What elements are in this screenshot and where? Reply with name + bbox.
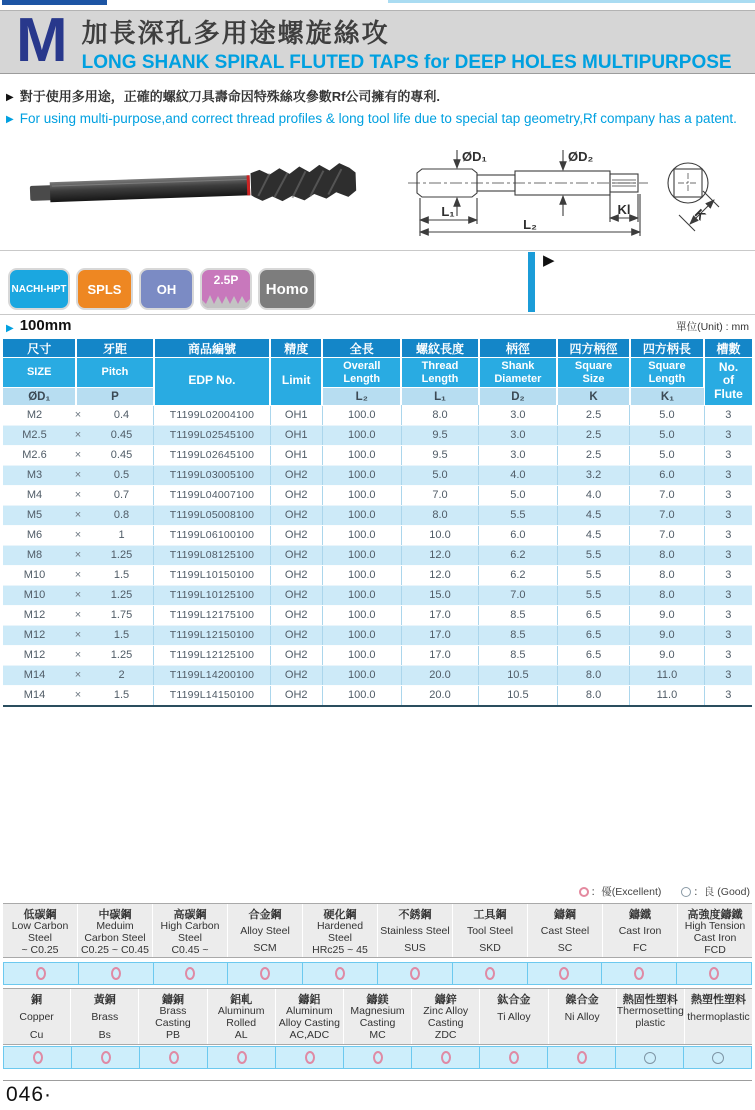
edp-cell: T1199L04007100 [154, 485, 271, 505]
k1-cell: 9.0 [630, 645, 704, 665]
k1-cell: 7.0 [630, 485, 704, 505]
spec-table [3, 339, 752, 707]
k1-cell: 9.0 [630, 625, 704, 645]
rating-cell [79, 963, 154, 984]
limit-cell: OH1 [270, 445, 322, 465]
limit-cell: OH2 [270, 525, 322, 545]
rating-circle-icon [237, 1051, 247, 1064]
label-d2: ØD₂ [568, 149, 594, 164]
d2-cell: 8.5 [479, 625, 558, 645]
l2-cell: 100.0 [322, 405, 401, 425]
rating-cell [303, 963, 378, 984]
edp-cell: T1199L06100100 [154, 525, 271, 545]
rating-cell [228, 963, 303, 984]
flutes-cell: 3 [704, 545, 752, 565]
title-block [82, 11, 732, 73]
l2-cell: 100.0 [322, 645, 401, 665]
rating-circle-icon [185, 967, 195, 980]
d2-cell: 3.0 [479, 445, 558, 465]
l2-cell: 100.0 [322, 525, 401, 545]
rating-cell [602, 963, 677, 984]
d2-cell: 3.0 [479, 425, 558, 445]
flutes-cell: 3 [704, 645, 752, 665]
k1-cell: 8.0 [630, 545, 704, 565]
feature-bullets [6, 86, 751, 126]
rating-cell [208, 1047, 276, 1068]
table-row [3, 685, 752, 706]
edp-cell: T1199L14200100 [154, 665, 271, 685]
k1-cell: 8.0 [630, 585, 704, 605]
material-column: 鑄鐵 Cast Iron FC [603, 904, 678, 957]
rating-cell [453, 963, 528, 984]
col-oal-sym: L₂ [322, 388, 401, 406]
thread-profile-icon [202, 290, 250, 308]
col-tl-sym: L₁ [401, 388, 478, 406]
flutes-cell: 3 [704, 465, 752, 485]
size-pitch-cell: M3 × 0.5 [3, 465, 154, 485]
l1-cell: 8.0 [401, 405, 478, 425]
rating-cell [140, 1047, 208, 1068]
k1-cell: 9.0 [630, 605, 704, 625]
flutes-cell: 3 [704, 425, 752, 445]
material-column: 黃銅 Brass Bs [71, 989, 139, 1044]
rating-cell [378, 963, 453, 984]
d2-cell: 8.5 [479, 605, 558, 625]
limit-cell: OH1 [270, 405, 322, 425]
k1-cell: 7.0 [630, 505, 704, 525]
footer-rule [3, 1080, 752, 1081]
material-column: 高碳鋼 High Carbon Steel C0.45 ~ [153, 904, 228, 957]
badge-oh [139, 268, 194, 310]
l2-cell: 100.0 [322, 545, 401, 565]
legend-good [681, 884, 750, 899]
l1-cell: 10.0 [401, 525, 478, 545]
flutes-cell: 3 [704, 685, 752, 706]
col-sl-zh: 四方柄長 [630, 339, 704, 358]
material-column: 鋁軋 Aluminum Rolled AL [208, 989, 276, 1044]
col-tl-zh: 螺紋長度 [401, 339, 478, 358]
k-cell: 4.5 [557, 505, 630, 525]
header-row-zh [3, 339, 752, 358]
rating-cell [684, 1047, 751, 1068]
rating-circle-icon [373, 1051, 383, 1064]
limit-cell: OH2 [270, 685, 322, 706]
size-pitch-cell: M10 × 1.5 [3, 565, 154, 585]
rating-cell [480, 1047, 548, 1068]
label-k: K [691, 206, 709, 224]
badge-label: 2.5P [213, 273, 239, 287]
rating-circle-icon [33, 1051, 43, 1064]
rating-circle-icon [111, 967, 121, 980]
k-cell: 6.5 [557, 625, 630, 645]
d2-cell: 5.5 [479, 505, 558, 525]
d2-cell: 6.2 [479, 565, 558, 585]
rating-circle-icon [709, 967, 719, 980]
l2-cell: 100.0 [322, 665, 401, 685]
k-cell: 8.0 [557, 665, 630, 685]
size-pitch-cell: M8 × 1.25 [3, 545, 154, 565]
l2-cell: 100.0 [322, 485, 401, 505]
l2-cell: 100.0 [322, 465, 401, 485]
rating-cell [4, 1047, 72, 1068]
bullet-triangle-icon: ▶ [6, 114, 14, 125]
edp-cell: T1199L03005100 [154, 465, 271, 485]
rating-cell [528, 963, 603, 984]
limit-cell: OH2 [270, 665, 322, 685]
rating-cell [154, 963, 229, 984]
rating-circle-icon [441, 1051, 451, 1064]
table-row [3, 625, 752, 645]
material-column: 鑄鎂 Magnesium Casting MC [344, 989, 412, 1044]
excellent-circle-icon [579, 887, 589, 897]
unit-label: 單位(Unit) : mm [676, 321, 749, 333]
page-title-en: LONG SHANK SPIRAL FLUTED TAPS for DEEP HOLES MULTIPURPOSE [81, 52, 732, 73]
divider [0, 250, 755, 251]
size-pitch-cell: M12 × 1.5 [3, 625, 154, 645]
edp-cell: T1199L10150100 [154, 565, 271, 585]
table-row [3, 545, 752, 565]
k1-cell: 5.0 [630, 425, 704, 445]
l1-cell: 12.0 [401, 565, 478, 585]
rating-circle-icon [36, 967, 46, 980]
flutes-cell: 3 [704, 665, 752, 685]
page-title-zh: 加長深孔多用途螺旋絲攻 [81, 18, 390, 48]
l1-cell: 17.0 [401, 625, 478, 645]
l2-cell: 100.0 [322, 625, 401, 645]
table-row [3, 445, 752, 465]
material-column: 中碳鋼 Meduim Carbon Steel C0.25 ~ C0.45 [78, 904, 153, 957]
legend-excellent-label: ：優(Excellent) [590, 886, 662, 898]
l1-cell: 20.0 [401, 665, 478, 685]
badge-2-5p [200, 268, 252, 310]
material-column: 鑄銅 Brass Casting PB [139, 989, 207, 1044]
k-cell: 5.5 [557, 545, 630, 565]
section-header [6, 317, 749, 334]
table-row [3, 405, 752, 425]
rating-circle-icon [485, 967, 495, 980]
size-pitch-cell: M12 × 1.75 [3, 605, 154, 625]
table-row [3, 505, 752, 525]
l2-cell: 100.0 [322, 585, 401, 605]
material-column: 工具鋼 Tool Steel SKD [453, 904, 528, 957]
d2-cell: 4.0 [479, 465, 558, 485]
material-column: 鎳合金 Ni Alloy [549, 989, 617, 1044]
pointer-triangle-icon: ▶ [543, 252, 555, 269]
rating-circle-icon [644, 1052, 656, 1064]
col-size-en: SIZE [3, 358, 76, 388]
flutes-cell: 3 [704, 445, 752, 465]
d2-cell: 6.2 [479, 545, 558, 565]
col-limit-zh: 精度 [270, 339, 322, 358]
divider [0, 314, 755, 315]
rating-circle-icon [260, 967, 270, 980]
col-pitch-zh: 牙距 [76, 339, 153, 358]
materials-table-steels [3, 903, 752, 958]
col-ss-sym: K [557, 388, 630, 406]
k1-cell: 5.0 [630, 445, 704, 465]
bullet-zh-text: 對于使用多用途，正確的螺紋刀具壽命因特殊絲攻參數Rf公司擁有的專利. [19, 89, 441, 104]
badge-row [8, 268, 316, 310]
l1-cell: 15.0 [401, 585, 478, 605]
d2-cell: 10.5 [479, 685, 558, 706]
col-size-sym: ØD₁ [3, 388, 76, 406]
col-edp-en: EDP No. [154, 358, 271, 406]
table-row [3, 465, 752, 485]
limit-cell: OH2 [270, 605, 322, 625]
top-left-bar [2, 0, 107, 5]
rating-circle-icon [101, 1051, 111, 1064]
col-oal-zh: 全長 [322, 339, 401, 358]
size-pitch-cell: M2.6 × 0.45 [3, 445, 154, 465]
col-pitch-sym: P [76, 388, 153, 406]
ratings-row-nonferrous [3, 1046, 752, 1069]
badge-label: OH [156, 281, 177, 297]
legend-excellent [579, 884, 662, 899]
table-row [3, 585, 752, 605]
l1-cell: 7.0 [401, 485, 478, 505]
col-tl-en: Thread Length [401, 358, 478, 388]
badge-nachi-hpt [8, 268, 70, 310]
flutes-cell: 3 [704, 585, 752, 605]
rating-cell [4, 963, 79, 984]
size-pitch-cell: M14 × 1.5 [3, 685, 154, 706]
table-row [3, 565, 752, 585]
rating-circle-icon [410, 967, 420, 980]
col-sd-en: Shank Diameter [479, 358, 558, 388]
bullet-en-text: For using multi-purpose,and correct thread profiles & long tool life due to special tap geometry,Rf company has a patent. [19, 111, 737, 126]
size-pitch-cell: M4 × 0.7 [3, 485, 154, 505]
rating-cell [412, 1047, 480, 1068]
limit-cell: OH2 [270, 585, 322, 605]
badge-label: SPLS [87, 281, 122, 297]
size-pitch-cell: M10 × 1.25 [3, 585, 154, 605]
material-column: 硬化鋼 Hardened Steel HRc25 ~ 45 [303, 904, 378, 957]
rating-cell [677, 963, 751, 984]
col-oal-en: Overall Length [322, 358, 401, 388]
flutes-cell: 3 [704, 625, 752, 645]
l1-cell: 8.0 [401, 505, 478, 525]
size-pitch-cell: M5 × 0.8 [3, 505, 154, 525]
col-pitch-en: Pitch [76, 358, 153, 388]
k-cell: 8.0 [557, 685, 630, 706]
rating-circle-icon [634, 967, 644, 980]
limit-cell: OH2 [270, 485, 322, 505]
page-number: 046· [6, 1083, 53, 1106]
material-column: 不銹鋼 Stainless Steel SUS [378, 904, 453, 957]
k1-cell: 11.0 [630, 665, 704, 685]
material-column: 銅 Copper Cu [3, 989, 71, 1044]
edp-cell: T1199L12175100 [154, 605, 271, 625]
edp-cell: T1199L10125100 [154, 585, 271, 605]
table-row [3, 605, 752, 625]
l2-cell: 100.0 [322, 605, 401, 625]
rating-circle-icon [559, 967, 569, 980]
rating-circle-icon [305, 1051, 315, 1064]
k-cell: 6.5 [557, 605, 630, 625]
size-pitch-cell: M14 × 2 [3, 665, 154, 685]
top-right-bar [388, 0, 755, 3]
section-size-label: 100mm [19, 317, 72, 334]
d2-cell: 6.0 [479, 525, 558, 545]
col-sd-zh: 柄徑 [479, 339, 558, 358]
limit-cell: OH2 [270, 465, 322, 485]
k-cell: 2.5 [557, 445, 630, 465]
size-pitch-cell: M12 × 1.25 [3, 645, 154, 665]
d2-cell: 5.0 [479, 485, 558, 505]
rating-circle-icon [509, 1051, 519, 1064]
l2-cell: 100.0 [322, 505, 401, 525]
col-limit-en: Limit [270, 358, 322, 406]
flutes-cell: 3 [704, 525, 752, 545]
table-row [3, 645, 752, 665]
bullet-zh [6, 86, 751, 105]
rating-circle-icon [577, 1051, 587, 1064]
l1-cell: 20.0 [401, 685, 478, 706]
table-row [3, 525, 752, 545]
limit-cell: OH2 [270, 645, 322, 665]
limit-cell: OH2 [270, 625, 322, 645]
product-photo [0, 148, 410, 223]
badge-homo [258, 268, 316, 310]
material-column: 鑄鋁 Aluminum Alloy Casting AC,ADC [276, 989, 344, 1044]
material-column: 熱塑性塑料 thermoplastic [687, 994, 750, 1023]
l1-cell: 12.0 [401, 545, 478, 565]
limit-cell: OH1 [270, 425, 322, 445]
table-row [3, 665, 752, 685]
section-triangle-icon: ▶ [6, 323, 14, 334]
d2-cell: 8.5 [479, 645, 558, 665]
l1-cell: 17.0 [401, 605, 478, 625]
d2-cell: 7.0 [479, 585, 558, 605]
badge-spls [76, 268, 133, 310]
k1-cell: 7.0 [630, 525, 704, 545]
rating-circle-icon [335, 967, 345, 980]
materials-table-nonferrous [3, 988, 752, 1045]
flutes-cell: 3 [704, 605, 752, 625]
l1-cell: 9.5 [401, 445, 478, 465]
good-circle-icon [681, 887, 691, 897]
rating-cell [344, 1047, 412, 1068]
k1-cell: 11.0 [630, 685, 704, 706]
k1-cell: 8.0 [630, 565, 704, 585]
flutes-cell: 3 [704, 485, 752, 505]
flutes-cell: 3 [704, 505, 752, 525]
rating-legend [579, 884, 750, 899]
edp-cell: T1199L05008100 [154, 505, 271, 525]
rating-circle-icon [169, 1051, 179, 1064]
accent-vertical-bar [528, 252, 535, 312]
limit-cell: OH2 [270, 545, 322, 565]
header-row-symbols [3, 388, 752, 406]
k-cell: 2.5 [557, 425, 630, 445]
l1-cell: 5.0 [401, 465, 478, 485]
col-ss-en: Square Size [557, 358, 630, 388]
edp-cell: T1199L12150100 [154, 625, 271, 645]
label-kl: Kl [617, 202, 631, 217]
l2-cell: 100.0 [322, 685, 401, 706]
ratings-row-steels [3, 962, 752, 985]
dimension-diagram [400, 140, 755, 260]
edp-cell: T1199L08125100 [154, 545, 271, 565]
series-letter: M [16, 6, 68, 75]
k-cell: 5.5 [557, 585, 630, 605]
material-column: 熱固性塑料 Thermosetting plastic [617, 989, 685, 1044]
legend-good-label: ：良 (Good) [693, 886, 750, 898]
d2-cell: 3.0 [479, 405, 558, 425]
badge-label: Homo [265, 280, 309, 298]
material-column: 低碳鋼 Low Carbon Steel ~ C0.25 [3, 904, 78, 957]
rating-cell [72, 1047, 140, 1068]
l1-cell: 17.0 [401, 645, 478, 665]
limit-cell: OH2 [270, 505, 322, 525]
flutes-cell: 3 [704, 565, 752, 585]
bullet-en [6, 111, 751, 126]
rating-circle-icon [712, 1052, 724, 1064]
k-cell: 4.5 [557, 525, 630, 545]
material-column: 合金鋼 Alloy Steel SCM [228, 904, 303, 957]
k1-cell: 6.0 [630, 465, 704, 485]
size-pitch-cell: M2 × 0.4 [3, 405, 154, 425]
col-ss-zh: 四方柄徑 [557, 339, 630, 358]
d2-cell: 10.5 [479, 665, 558, 685]
limit-cell: OH2 [270, 565, 322, 585]
flutes-cell: 3 [704, 405, 752, 425]
l2-cell: 100.0 [322, 445, 401, 465]
bullet-triangle-icon: ▶ [6, 92, 14, 103]
col-sl-en: Square Length [630, 358, 704, 388]
col-size-zh: 尺寸 [3, 339, 76, 358]
k1-cell: 5.0 [630, 405, 704, 425]
col-edp-zh: 商品編號 [154, 339, 271, 358]
badge-label: NACHI-HPT [11, 283, 67, 295]
material-column: 鈦合金 Ti Alloy [480, 989, 548, 1044]
l2-cell: 100.0 [322, 565, 401, 585]
col-sl-sym: K₁ [630, 388, 704, 406]
k-cell: 6.5 [557, 645, 630, 665]
col-fl-zh: 槽數 [704, 339, 752, 358]
label-d1: ØD₁ [462, 149, 487, 164]
rating-cell [616, 1047, 684, 1068]
l1-cell: 9.5 [401, 425, 478, 445]
label-l2: L₂ [523, 217, 537, 232]
edp-cell: T1199L02545100 [154, 425, 271, 445]
size-pitch-cell: M2.5 × 0.45 [3, 425, 154, 445]
material-column: 高強度鑄鐵 High Tension Cast Iron FCD [684, 909, 746, 957]
l2-cell: 100.0 [322, 425, 401, 445]
k-cell: 4.0 [557, 485, 630, 505]
rating-cell [276, 1047, 344, 1068]
rating-cell [548, 1047, 616, 1068]
table-row [3, 425, 752, 445]
masthead [0, 6, 755, 75]
col-fl-en: No. of Flute [704, 358, 752, 406]
edp-cell: T1199L12125100 [154, 645, 271, 665]
k-cell: 5.5 [557, 565, 630, 585]
edp-cell: T1199L14150100 [154, 685, 271, 706]
material-column: 鑄鋅 Zinc Alloy Casting ZDC [412, 989, 480, 1044]
size-pitch-cell: M6 × 1 [3, 525, 154, 545]
k-cell: 2.5 [557, 405, 630, 425]
header-row-en [3, 358, 752, 388]
col-sd-sym: D₂ [479, 388, 558, 406]
label-l1: L₁ [441, 204, 455, 219]
table-row [3, 485, 752, 505]
material-column: 鑄鋼 Cast Steel SC [528, 904, 603, 957]
edp-cell: T1199L02004100 [154, 405, 271, 425]
k-cell: 3.2 [557, 465, 630, 485]
edp-cell: T1199L02645100 [154, 445, 271, 465]
